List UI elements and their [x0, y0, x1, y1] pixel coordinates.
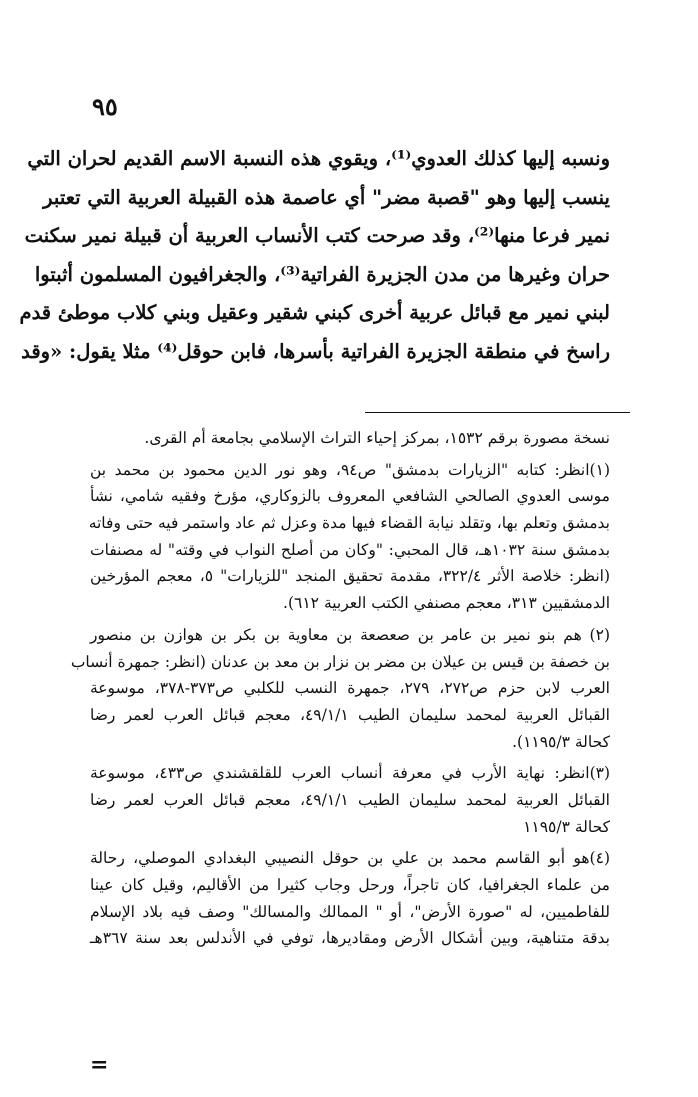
page-number: ٩٥: [92, 92, 118, 121]
main-body-text: [19, 140, 610, 371]
footnote-line: من علماء الجغرافيا، كان تاجراً، ورحل وجاب كثيرا من الأقاليم، وقيل كان عينا: [90, 876, 610, 894]
footnote-separator: [365, 412, 630, 413]
continuation-mark: =: [90, 1052, 109, 1078]
footnote-4: [90, 845, 610, 952]
footnote-line: القبائل العربية لمحمد سليمان الطيب ٤٩/١/١، معجم قبائل العرب لعمر رضا: [90, 790, 610, 809]
footnote-line: (٣)انظر: نهاية الأرب في معرفة أنساب العرب للقلقشندي ص٤٣٣، موسوعة: [90, 764, 611, 783]
footnote-line: العرب لابن حزم ص٢٧٢، ٢٧٩، جمهرة النسب للكلبي ص٣٧٣-٣٧٨، موسوعة: [90, 679, 610, 698]
footnote-line: الدمشقيين ٣١٣، معجم مصنفي الكتب العربية ٦١٢).: [283, 594, 610, 613]
footnote-line: بدقة متناهية، وبين أشكال الأرض ومقاديرها، توفي في الأندلس بعد سنة ٣٦٧هـ: [90, 929, 610, 948]
footnote-line: بدمشق وتعلم بها، وتقلد نيابة القضاء فيها مدة وعزل ثم عاد واستمر فيه حتى وفاته: [88, 514, 610, 533]
footnotes: [70, 425, 611, 952]
footnote-line: بن خصفة بن قيس بن عيلان بن مضر بن نزار بن معد بن عدنان (انظر: جمهرة أنساب: [70, 652, 610, 671]
footnote-line: موسى العدوي الصالحي الشافعي المعروف بالزوكاري، مؤرخ وفقيه شامي، نشأ: [90, 487, 610, 506]
body-line: لبني نمير مع قبائل عربية أخرى كبني شقير وعقيل وبني كلاب موطئ قدم: [19, 301, 610, 324]
body-line: حران وغيرها من مدن الجزيرة الفراتية⁽³⁾، والجغرافيون المسلمون أثبتوا: [34, 262, 610, 286]
footnote-line: (٤)هو أبو القاسم محمد بن علي بن حوقل النصيبي البغدادي الموصلي، رحالة: [90, 849, 610, 868]
footnote-line: كحالة ١١٩٥/٣).: [512, 732, 610, 751]
footnote-line: (٢) هم بنو نمير بن عامر بن صعصعة بن معاوية بن بكر بن هوازن بن منصور: [90, 625, 610, 644]
footnote-2: [70, 622, 610, 755]
footnote-line: كحالة ١١٩٥/٣: [523, 817, 610, 836]
body-line: ونسبه إليها كذلك العدوي⁽¹⁾، ويقوي هذه النسبة الاسم القديم لحران التي: [27, 147, 610, 170]
footnote-line: (انظر: خلاصة الأثر ٣٢٢/٤، مقدمة تحقيق المنجد "للزيارات" ٥، معجم المؤرخين: [90, 567, 610, 586]
footnote-line: (١)انظر: كتابه "الزيارات بدمشق" ص٩٤، وهو نور الدين محمود بن محمد بن: [90, 460, 610, 479]
footnote-1: [90, 457, 610, 617]
body-line: نمير فرعا منها⁽²⁾، وقد صرحت كتب الأنساب العربية أن قبيلة نمير سكنت: [24, 224, 610, 247]
footnote-line: للفاطميين، له "صورة الأرض"، أو " الممالك والمسالك" وصف فيه بلاد الإسلام: [90, 902, 610, 921]
footnote-3: [90, 760, 610, 840]
footnote-line: بدمشق سنة ١٠٣٢هـ، قال المحبي: "وكان من أصلح النواب في وقته" له مصنفات: [90, 540, 611, 559]
body-line: راسخ في منطقة الجزيرة الفراتية بأسرها، فابن حوقل⁽⁴⁾ مثلا يقول: «وقد: [21, 339, 610, 363]
footnote-continuation: [90, 425, 610, 452]
footnote-line: القبائل العربية لمحمد سليمان الطيب ٤٩/١/١، معجم قبائل العرب لعمر رضا: [90, 705, 610, 724]
body-line: ينسب إليها وهو "قصبة مضر" أي عاصمة هذه القبيلة العربية التي تعتبر: [43, 185, 610, 209]
footnote-line: نسخة مصورة برقم ١٥٣٢، بمركز إحياء التراث الإسلامي بجامعة أم القرى.: [144, 429, 610, 447]
